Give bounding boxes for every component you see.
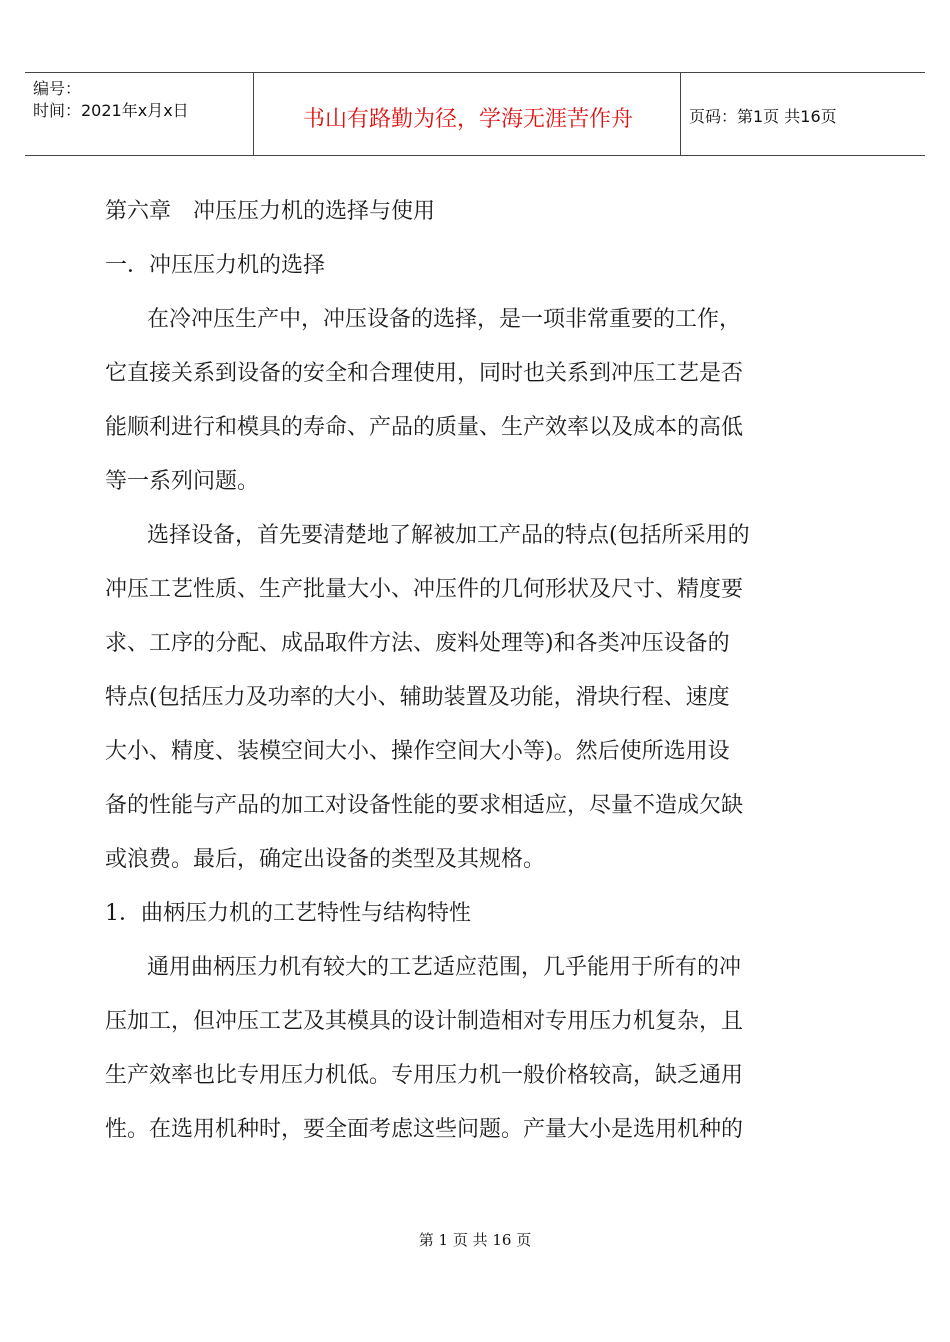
chapter-title: 第六章 冲压压力机的选择与使用 [105,199,436,224]
paragraph-line: 或浪费。最后，确定出设备的类型及其规格。 [105,847,546,872]
paragraph-line: 通用曲柄压力机有较大的工艺适应范围，几乎能用于所有的冲 [147,955,742,980]
paragraph-line: 特点(包括压力及功率的大小、辅助装置及功能，滑块行程、速度 [105,685,730,710]
paragraph-line: 在冷冲压生产中，冲压设备的选择，是一项非常重要的工作， [147,307,742,332]
document-number-label: 编号： [33,79,82,98]
paragraph-1 [105,293,850,509]
page-header [25,72,925,156]
header-motto: 书山有路勤为径，学海无涯苦作舟 [302,107,633,132]
document-time-label: 时间：2021年x月x日 [33,101,189,120]
paragraph-line: 等一系列问题。 [105,469,260,494]
section-title: 一．冲压压力机的选择 [105,253,326,278]
paragraph-line: 冲压工艺性质、生产批量大小、冲压件的几何形状及尺寸、精度要 [105,577,744,602]
paragraph-line: 生产效率也比专用压力机低。专用压力机一般价格较高，缺乏通用 [105,1063,744,1088]
paragraph-line: 选择设备，首先要清楚地了解被加工产品的特点(包括所采用的 [147,523,750,548]
page-footer: 第 1 页 共 16 页 [418,1231,532,1249]
paragraph-line: 求、工序的分配、成品取件方法、废料处理等)和各类冲压设备的 [105,631,730,656]
paragraph-line: 备的性能与产品的加工对设备性能的要求相适应，尽量不造成欠缺 [105,793,744,818]
header-bottom-rule [25,155,925,156]
header-page-info: 页码：第1页 共16页 [689,107,837,126]
document-body [105,185,850,1157]
paragraph-line: 性。在选用机种时，要全面考虑这些问题。产量大小是选用机种的 [105,1117,744,1142]
header-divider-left [253,72,254,156]
paragraph-3 [105,941,850,1157]
paragraph-2 [105,509,850,887]
header-divider-right [680,72,681,156]
paragraph-line: 能顺利进行和模具的寿命、产品的质量、生产效率以及成本的高低 [105,415,744,440]
paragraph-line: 它直接关系到设备的安全和合理使用，同时也关系到冲压工艺是否 [105,361,744,386]
paragraph-line: 大小、精度、装模空间大小、操作空间大小等)。然后使所选用设 [105,739,730,764]
header-meta [33,78,189,122]
paragraph-line: 压加工，但冲压工艺及其模具的设计制造相对专用压力机复杂，且 [105,1009,744,1034]
header-top-rule [25,72,925,73]
subsection-title: 1．曲柄压力机的工艺特性与结构特性 [105,901,471,926]
